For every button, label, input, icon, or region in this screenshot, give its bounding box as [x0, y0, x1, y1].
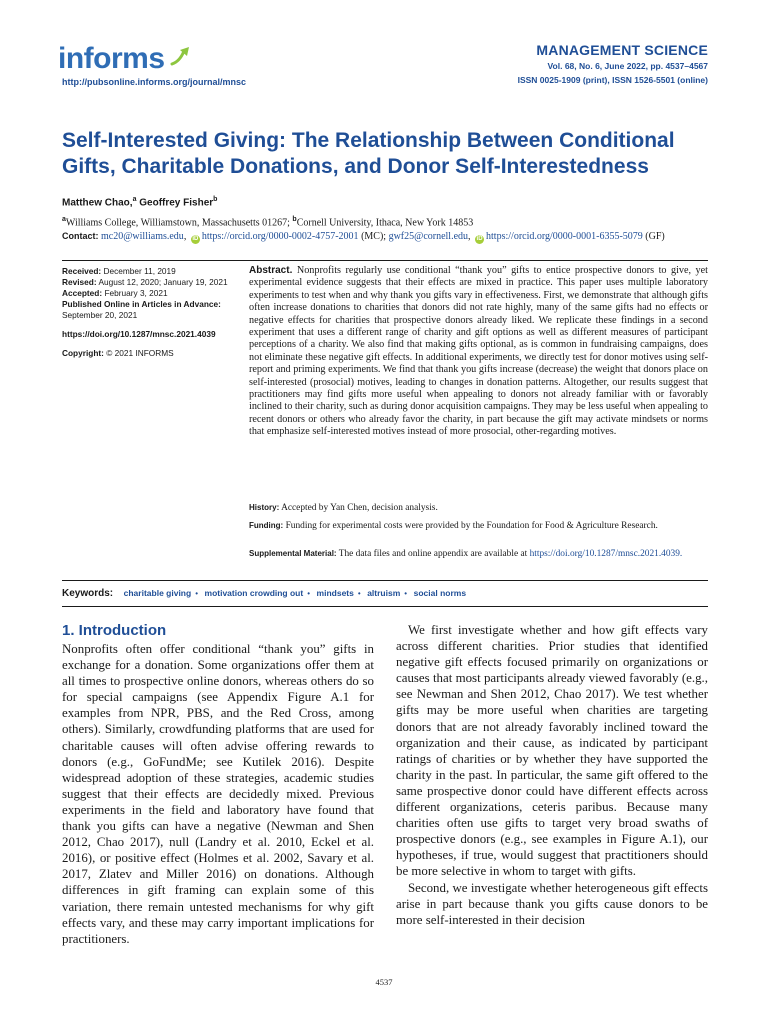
journal-info [518, 42, 708, 86]
divider [62, 260, 708, 261]
funding-text: Funding for experimental costs were provided by the Foundation for Food & Agriculture Research. [285, 521, 658, 531]
author-2: Geoffrey Fisher [139, 197, 214, 209]
affil-a-marker: a [62, 216, 66, 223]
article-title: Self-Interested Giving: The Relationship Between Conditional Gifts, Charitable Donations, and Donor Self-Interestedness [62, 129, 675, 178]
history-label: History: [249, 503, 280, 512]
accepted-date: February 3, 2021 [104, 288, 168, 298]
supplemental-link[interactable]: https://doi.org/10.1287/mnsc.2021.4039. [529, 549, 683, 559]
author-list [62, 196, 217, 208]
volume-line: Vol. 68, No. 6, June 2022, pp. 4537–4567 [547, 61, 708, 71]
divider [62, 606, 708, 607]
copyright-text: © 2021 INFORMS [106, 348, 174, 358]
keyword[interactable]: altruism [367, 588, 401, 598]
abstract [249, 265, 708, 439]
supplemental-text: The data files and online appendix are available at [338, 549, 528, 559]
revised-dates: August 12, 2020; January 19, 2021 [98, 277, 228, 287]
abstract-text: Nonprofits regularly use conditional “thank you” gifts to entice prospective donors to give, yet experimental evidence suggests that their effects are mixed in practice. This paper uses multiple laboratory experiments to test when and why thank you gifts vary in effectiveness. First, we demonstrate that although gifts often increase donations to charities that donors did not rate highly, many of the same gifts had no effects or negative effects for charities that prospective donors already liked. We replicate these findings in a second experiment that uses a different range of charity and gift options as well as different measures of participant perceptions of a charity. We also find that making gifts optional, as is common in fundraising campaigns, does not eliminate these negative gift effects. In additional experiments, we directly test for donor motives using self-report and priming experiments. We find that thank you gifts increase (decrease) the weight that donors place on self-interested (prosocial) motives, leading to changes in donation patterns. Altogether, our results suggest that practitioners may find gifts more useful when appealing to donors not already familiar with or favorably inclined to their charity, such as during donor acquisition campaigns. They may be less useful when appealing to recent donors or others who already favor the charity, in part because the gift may activate mindsets or norms that emphasize self-interested motives instead of more prosocial, other-regarding motives. [249, 265, 709, 438]
body-column-right [396, 622, 708, 928]
history-text: Accepted by Yan Chen, decision analysis. [281, 503, 438, 513]
body-column-left [62, 622, 374, 947]
contact-line: Contact: mc20@williams.edu, iD https://orcid.org/0000-0002-4757-2001 (MC); gwf25@cornell.edu, iD https://orcid.org/0000-0001-6355-5079 (GF) [62, 231, 665, 242]
history [249, 502, 708, 514]
affil-a: Williams College, Williamstown, Massachusetts 01267; [65, 217, 290, 229]
paragraph: Nonprofits often offer conditional “thank you” gifts in exchange for a donation. Some organizations offer them at all times to prospective online donors, whereas others do so for special campaigns (see Appendix Figure A.1 for examples from NPR, PBS, and the Red Cross, among others). Similarly, crowdfunding platforms that are used for charitable causes will often advise offering rewards to donors (e.g., GoFundMe; see Kutilek 2016). Despite widespread adoption of these strategies, academic studies suggest that their effects are decidedly mixed. Previous experiments in the field and laboratory have found that thank you gifts can have a negative (Newman and Shen 2012, Chao 2017), null (Landry et al. 2010, Eckel et al. 2016), or positive effect (Holmes et al. 2002, Savary et al. 2017, Zlatev and Miller 2016) on donations. Although differences in gift framing can explain some of this variation, there remain untested mechanisms for why gift effects vary, and these may carry important implications for practitioners. [62, 642, 374, 946]
informs-logo [58, 44, 192, 78]
affil-b: Cornell University, Ithaca, New York 14853 [296, 217, 474, 229]
orcid-tag-1: (MC); [361, 231, 387, 242]
page-number: 4537 [375, 977, 393, 987]
email-link-2[interactable]: gwf25@cornell.edu [388, 231, 469, 242]
supplemental [249, 548, 708, 560]
author-1: Matthew Chao, [62, 197, 133, 209]
keyword[interactable]: mindsets [316, 588, 354, 598]
author-2-affil: b [213, 196, 218, 203]
keywords-label: Keywords: [62, 588, 114, 599]
published-label: Published Online in Articles in Advance: [62, 299, 221, 309]
keyword[interactable]: motivation crowding out [204, 588, 304, 598]
divider [62, 580, 708, 581]
keyword[interactable]: social norms [413, 588, 467, 598]
orcid-icon: iD [476, 236, 483, 242]
orcid-icon: iD [192, 236, 199, 242]
revised-label: Revised: [62, 277, 97, 287]
doi-link[interactable]: https://doi.org/10.1287/mnsc.2021.4039 [62, 329, 216, 339]
journal-name: MANAGEMENT SCIENCE [536, 42, 708, 58]
author-1-affil: a [132, 196, 137, 203]
paragraph: Second, we investigate whether heterogeneous gift effects arise in part because thank you gifts cause donors to be more self-interested in their decision [396, 880, 708, 927]
funding-label: Funding: [249, 521, 284, 530]
journal-url[interactable]: http://pubsonline.informs.org/journal/mnsc [62, 77, 246, 87]
contact-label: Contact: [62, 231, 99, 241]
affil-b-marker: b [292, 216, 297, 223]
keywords: Keywords: charitable giving • motivation crowding out • mindsets • altruism • social norms [62, 588, 467, 599]
article-info [62, 266, 240, 359]
section-heading: 1. Introduction [62, 622, 167, 639]
funding [249, 520, 708, 532]
received-date: December 11, 2019 [103, 266, 176, 276]
published-date: September 20, 2021 [62, 310, 138, 320]
logo-arrow-icon [170, 46, 192, 68]
accepted-label: Accepted: [62, 288, 103, 298]
logo-text: informs [58, 42, 165, 75]
email-link-1[interactable]: mc20@williams.edu [101, 231, 184, 242]
orcid-tag-2: (GF) [645, 231, 665, 242]
abstract-label: Abstract. [249, 265, 293, 276]
received-label: Received: [62, 266, 102, 276]
issn-line: ISSN 0025-1909 (print), ISSN 1526-5501 (online) [517, 75, 708, 85]
orcid-link-1[interactable]: https://orcid.org/0000-0002-4757-2001 [201, 231, 359, 242]
affiliations [62, 216, 473, 228]
paragraph: We first investigate whether and how gift effects vary across different charities. Prior studies that identified negative gift effects focused primarily on organizations or causes that most participants already viewed favorably (e.g., see Newman and Shen 2012, Chao 2017). We test whether gifts may be more useful when charities are targeting donors that are not already favorably inclined toward the organization and their cause, as indicated by participant ratings of charities or by whether they have supported the charity in the past. In particular, the same gift offered to the same prospective donor could have different effects across different organizations, ceteris paribus. Because many charities often use gifts to target very broad swaths of prospective donors (e.g., see examples in Figure A.1), our hypotheses, if true, would suggest that practitioners should be more selective in whom to target with gifts. [396, 623, 708, 879]
keyword[interactable]: charitable giving [123, 588, 192, 598]
supplemental-label: Supplemental Material: [249, 549, 337, 558]
copyright-label: Copyright: [62, 348, 104, 358]
orcid-link-2[interactable]: https://orcid.org/0000-0001-6355-5079 [486, 231, 643, 242]
